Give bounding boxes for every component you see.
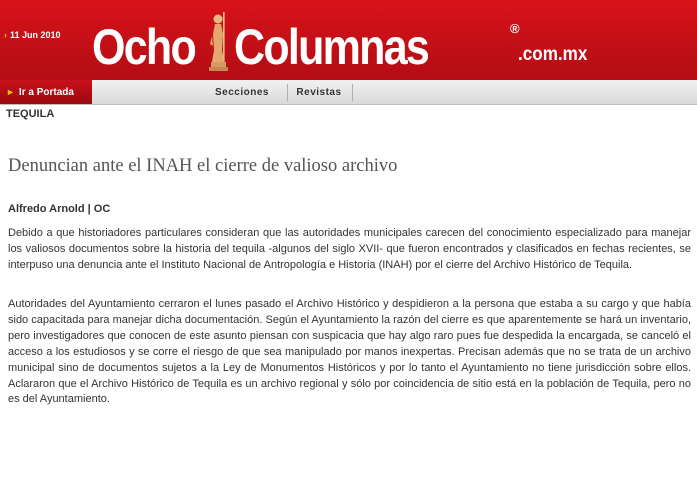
site-header	[0, 0, 697, 80]
site-logo[interactable]	[92, 12, 595, 75]
article-byline: Alfredo Arnold | OC	[8, 203, 111, 215]
header-date	[4, 30, 61, 40]
tab-secciones-label: Secciones	[215, 86, 269, 98]
tab-revistas[interactable]	[288, 80, 350, 104]
logo-word-ocho: Ocho	[92, 19, 196, 75]
section-label: TEQUILA	[6, 108, 55, 120]
article-paragraph: Debido a que historiadores particulares consideran que las autoridades municipales carecen del conocimiento especializado para manejar los valiosos documentos sobre la historia del tequila -algunos del siglo XVII- que fueron encontrados y clasificados en fechas recientes, se interpuso una denuncia ante el Instituto Nacional de Antropología e Historia (INAH) por el cierre del Archivo Histórico de Tequila.	[8, 227, 691, 271]
tab-secciones[interactable]	[200, 80, 284, 104]
home-link-label: Ir a Portada	[18, 86, 74, 98]
article-title: Denuncian ante el INAH el cierre de valioso archivo	[8, 156, 398, 176]
nav-divider	[352, 84, 353, 101]
arrow-right-icon: ›	[4, 30, 7, 40]
date-text: 11 Jun 2010	[10, 30, 61, 40]
statue-icon	[206, 10, 232, 72]
article-paragraph: Autoridades del Ayuntamiento cerraron el lunes pasado el Archivo Histórico y despidieron a la persona que estaba a su cargo y que había sido capacitada para manejar dicha documentación. Según el Ayuntamiento la razón del cierre es que aparentemente se hará un inventario, pero investigadores que conocen de este asunto piensan con suspicacia que hay algo raro pues fue despedida la encargada, se canceló el acceso a los estudiosos y se corre el riesgo de que sea manipulado por manos inexpertas. Precisan además que no se trata de un archivo municipal sino de documentos sujetos a la Ley de Monumentos Históricos y por lo tanto el Ayuntamiento no tiene jurisdicción sobre ellos. Aclararon que el Archivo Histórico de Tequila es un archivo regional y sólo por coincidencia de sitio está en la población de Tequila, pero no es del Ayuntamiento.	[8, 298, 691, 406]
arrow-right-icon: ►	[6, 87, 15, 97]
logo-word-columnas: Columnas	[234, 19, 429, 75]
home-link[interactable]	[0, 80, 92, 104]
logo-domain: .com.mx	[517, 44, 587, 65]
tab-revistas-label: Revistas	[296, 86, 342, 98]
nav-bar	[0, 80, 697, 105]
registered-mark: ®	[510, 21, 520, 36]
